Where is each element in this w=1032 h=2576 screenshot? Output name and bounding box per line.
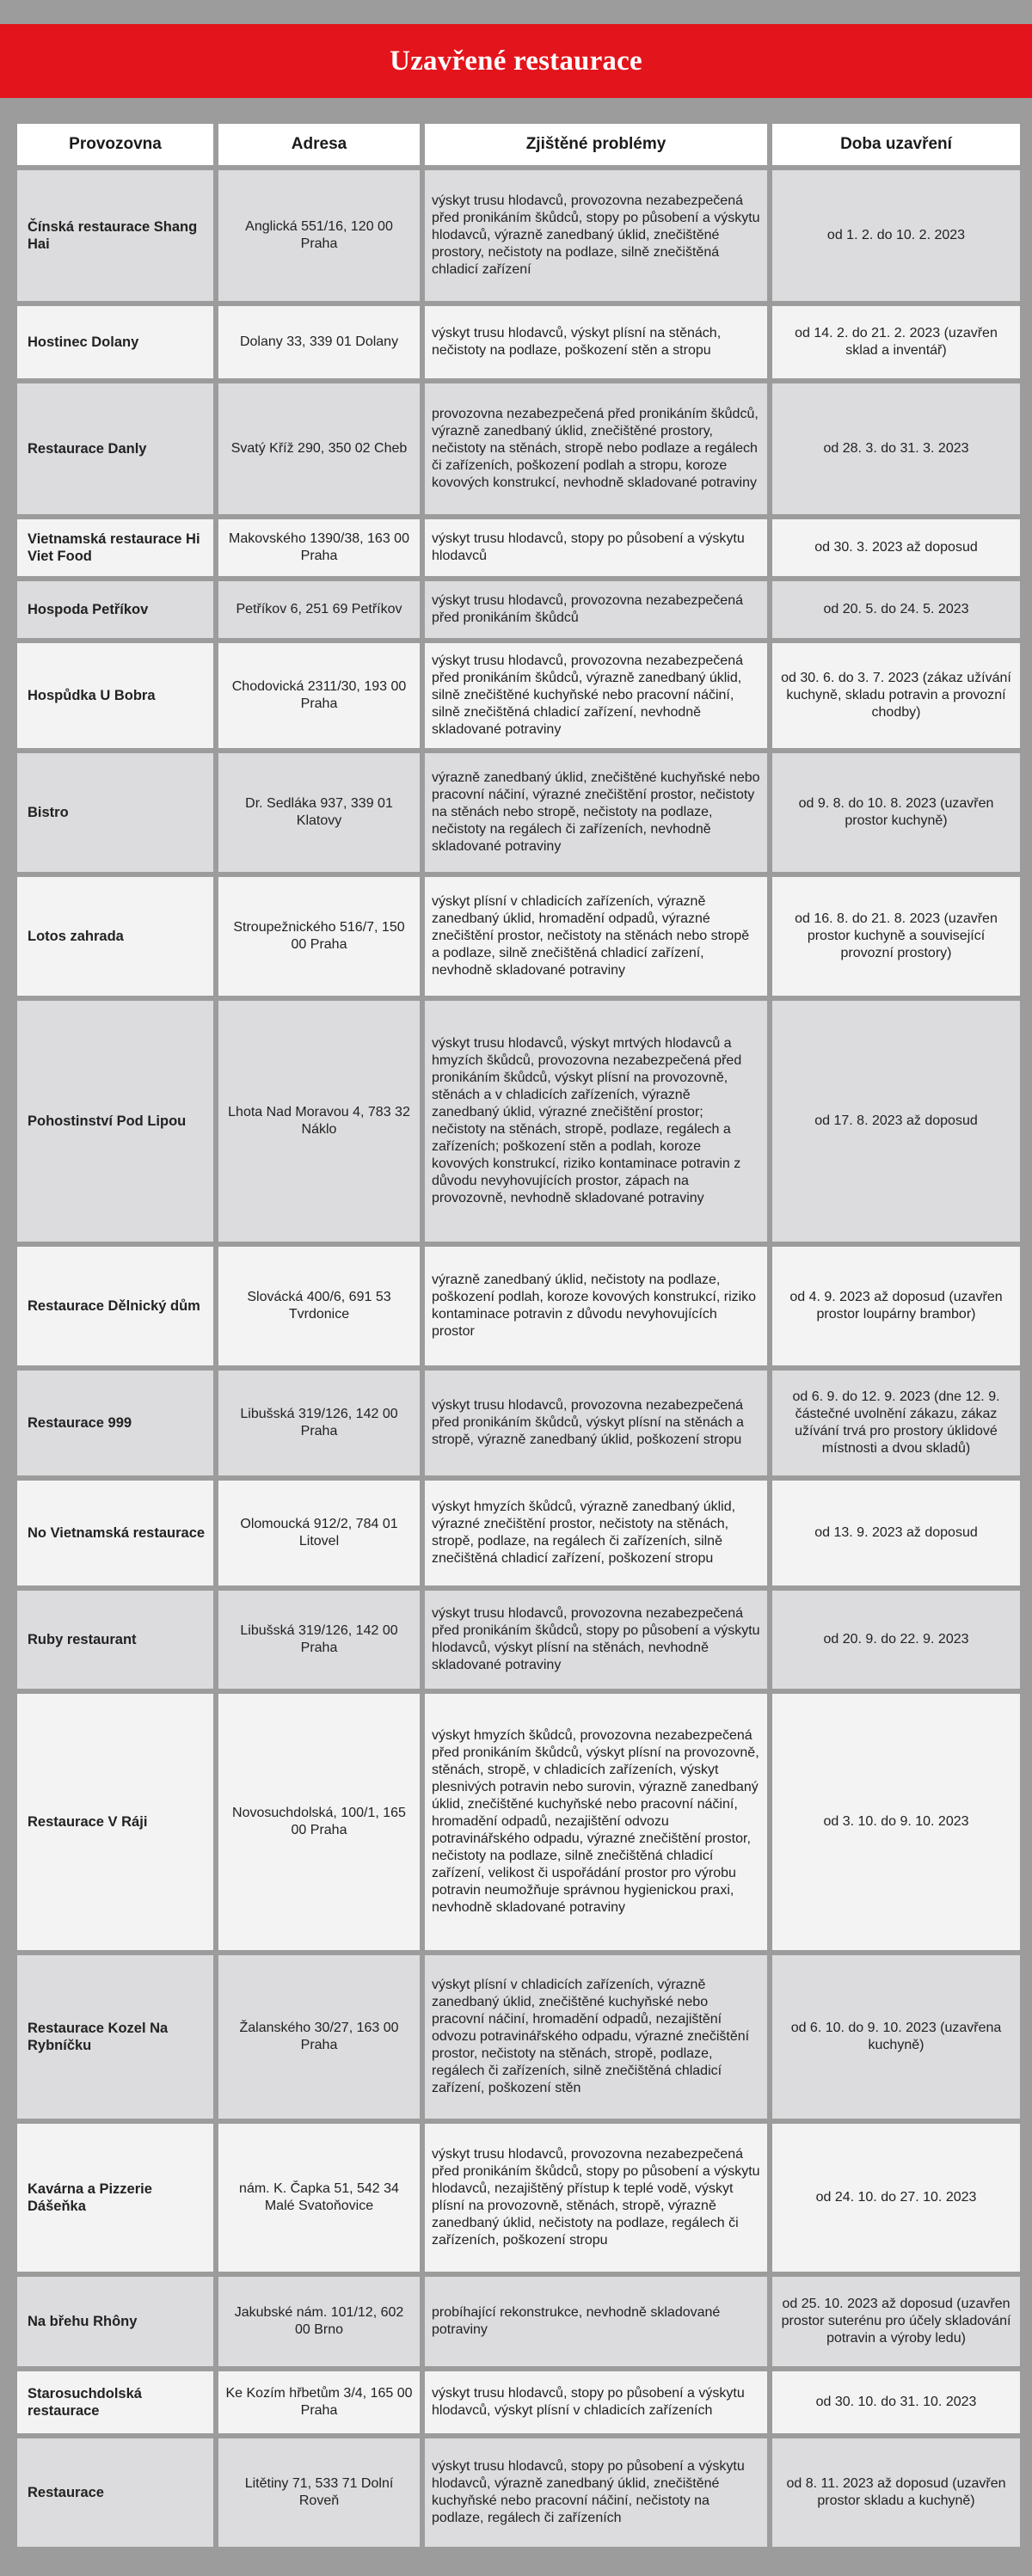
table-row: [17, 1591, 1020, 1689]
table-row: [17, 1955, 1020, 2119]
table-row: [17, 383, 1020, 514]
closure-period-cell: od 20. 9. do 22. 9. 2023: [772, 1591, 1020, 1689]
establishment-name-cell: Starosuchdolská restaurace: [17, 2371, 213, 2433]
closure-period-cell: od 30. 3. 2023 až doposud: [772, 519, 1020, 576]
closure-period-cell: od 1. 2. do 10. 2. 2023: [772, 170, 1020, 301]
establishment-name-cell: Hostinec Dolany: [17, 306, 213, 378]
closure-period-cell: od 9. 8. do 10. 8. 2023 (uzavřen prostor kuchyně): [772, 753, 1020, 872]
table-row: [17, 2277, 1020, 2366]
address-cell: Chodovická 2311/30, 193 00 Praha: [218, 643, 420, 748]
table-row: [17, 1247, 1020, 1365]
closure-period-cell: od 6. 10. do 9. 10. 2023 (uzavřena kuchyně): [772, 1955, 1020, 2119]
address-cell: Novosuchdolská, 100/1, 165 00 Praha: [218, 1694, 420, 1950]
problems-cell: výskyt plísní v chladicích zařízeních, výrazně zanedbaný úklid, hromadění odpadů, výrazné znečištění prostor, nečistoty na stěnách nebo stropě a podlaze, silně znečištěná chladicí zařízení, nevhodně skladované potraviny: [425, 877, 767, 996]
problems-cell: výskyt hmyzích škůdců, provozovna nezabezpečená před pronikáním škůdců, výskyt plísní na provozovně, stěnách, stropě, v chladicích zařízeních, výskyt plesnivých potravin nebo surovin, výrazně zanedbaný úklid, znečištěné kuchyňské nebo pracovní náčiní, hromadění odpadů, nezajištění odvozu potravinářského odpadu, výrazné znečištění prostor, nečistoty na podlaze, silně znečištěná chladicí zařízení, velikost či uspořádání prostor pro výrobu potravin neumožňuje správnou hygienickou praxi, nevhodně skladované potraviny: [425, 1694, 767, 1950]
address-cell: Olomoucká 912/2, 784 01 Litovel: [218, 1481, 420, 1585]
address-cell: Dolany 33, 339 01 Dolany: [218, 306, 420, 378]
problems-cell: výrazně zanedbaný úklid, nečistoty na podlaze, poškození podlah, koroze kovových konstrukcí, riziko kontaminace potravin z důvodu nevyhovujících prostor: [425, 1247, 767, 1365]
problems-cell: výskyt trusu hlodavců, provozovna nezabezpečená před pronikáním škůdců, výrazně zanedbaný úklid, silně znečištěné kuchyňské nebo pracovní náčiní, silně znečištěná chladicí zařízení, nevhodně skladované potraviny: [425, 643, 767, 748]
problems-cell: výskyt trusu hlodavců, stopy po působení a výskytu hlodavců, výskyt plísní v chladicích zařízeních: [425, 2371, 767, 2433]
closure-period-cell: od 3. 10. do 9. 10. 2023: [772, 1694, 1020, 1950]
table-row: [17, 1371, 1020, 1475]
establishment-name-cell: Restaurace Kozel Na Rybníčku: [17, 1955, 213, 2119]
address-cell: Lhota Nad Moravou 4, 783 32 Náklo: [218, 1001, 420, 1242]
table-row: [17, 877, 1020, 996]
establishment-name-cell: Čínská restaurace Shang Hai: [17, 170, 213, 301]
problems-cell: výskyt trusu hlodavců, provozovna nezabezpečená před pronikáním škůdců, stopy po působení a výskytu hlodavců, výrazně zanedbaný úklid, znečištěné prostory, nečistoty na podlaze, silně znečištěná chladicí zařízení: [425, 170, 767, 301]
address-cell: Libušská 319/126, 142 00 Praha: [218, 1371, 420, 1475]
closure-period-cell: od 14. 2. do 21. 2. 2023 (uzavřen sklad a inventář): [772, 306, 1020, 378]
closed-restaurants-table: [12, 119, 1025, 2552]
closure-period-cell: od 30. 6. do 3. 7. 2023 (zákaz užívání kuchyně, skladu potravin a provozní chodby): [772, 643, 1020, 748]
establishment-name-cell: Vietnamská restaurace Hi Viet Food: [17, 519, 213, 576]
problems-cell: probíhající rekonstrukce, nevhodně skladované potraviny: [425, 2277, 767, 2366]
table-row: [17, 1481, 1020, 1585]
problems-cell: výskyt trusu hlodavců, výskyt mrtvých hlodavců a hmyzích škůdců, provozovna nezabezpečená před pronikáním škůdců, výskyt plísní na provozovně, stěnách a v chladicích zařízeních, výrazně zanedbaný úklid, výrazné znečištění prostor; nečistoty na stěnách, stropě, podlaze, regálech a zařízeních; poškození stěn a podlah, koroze kovových konstrukcí, riziko kontaminace potravin z důvodu nevyhovujících prostor, zápach na provozovně, nevhodně skladované potraviny: [425, 1001, 767, 1242]
closure-period-cell: od 4. 9. 2023 až doposud (uzavřen prostor loupárny brambor): [772, 1247, 1020, 1365]
address-cell: Libušská 319/126, 142 00 Praha: [218, 1591, 420, 1689]
closure-period-cell: od 6. 9. do 12. 9. 2023 (dne 12. 9. částečné uvolnění zákazu, zákaz užívání trvá pro prostory úklidové místnosti a dvou skladů): [772, 1371, 1020, 1475]
establishment-name-cell: Hospoda Petříkov: [17, 581, 213, 638]
establishment-name-cell: Restaurace Danly: [17, 383, 213, 514]
table-row: [17, 2124, 1020, 2272]
establishment-name-cell: Pohostinství Pod Lipou: [17, 1001, 213, 1242]
column-header-establishment: Provozovna: [17, 124, 213, 165]
address-cell: Petříkov 6, 251 69 Petříkov: [218, 581, 420, 638]
closure-period-cell: od 25. 10. 2023 až doposud (uzavřen prostor suterénu pro účely skladování potravin a výroby ledu): [772, 2277, 1020, 2366]
column-header-closure-period: Doba uzavření: [772, 124, 1020, 165]
address-cell: Dr. Sedláka 937, 339 01 Klatovy: [218, 753, 420, 872]
address-cell: Stroupežnického 516/7, 150 00 Praha: [218, 877, 420, 996]
closure-period-cell: od 20. 5. do 24. 5. 2023: [772, 581, 1020, 638]
address-cell: Ke Kozím hřbetům 3/4, 165 00 Praha: [218, 2371, 420, 2433]
table-row: [17, 581, 1020, 638]
address-cell: Jakubské nám. 101/12, 602 00 Brno: [218, 2277, 420, 2366]
establishment-name-cell: Restaurace 999: [17, 1371, 213, 1475]
establishment-name-cell: Lotos zahrada: [17, 877, 213, 996]
closure-period-cell: od 8. 11. 2023 až doposud (uzavřen prostor skladu a kuchyně): [772, 2438, 1020, 2547]
closure-period-cell: od 30. 10. do 31. 10. 2023: [772, 2371, 1020, 2433]
table-row: [17, 519, 1020, 576]
address-cell: Slovácká 400/6, 691 53 Tvrdonice: [218, 1247, 420, 1365]
table-row: [17, 643, 1020, 748]
address-cell: nám. K. Čapka 51, 542 34 Malé Svatoňovice: [218, 2124, 420, 2272]
closure-period-cell: od 13. 9. 2023 až doposud: [772, 1481, 1020, 1585]
table-row: [17, 2371, 1020, 2433]
table-row: [17, 170, 1020, 301]
problems-cell: provozovna nezabezpečená před pronikáním škůdců, výrazně zanedbaný úklid, znečištěné prostory, nečistoty na stěnách, stropě nebo podlaze a regálech či zařízeních, poškození podlah a stropu, koroze kovových konstrukcí, nevhodně skladované potraviny: [425, 383, 767, 514]
problems-cell: výskyt hmyzích škůdců, výrazně zanedbaný úklid, výrazné znečištění prostor, nečistoty na stěnách, stropě, podlaze, na regálech či zařízeních, silně znečištěná chladicí zařízení, poškození stropu: [425, 1481, 767, 1585]
establishment-name-cell: Restaurace V Ráji: [17, 1694, 213, 1950]
problems-cell: výskyt trusu hlodavců, provozovna nezabezpečená před pronikáním škůdců, výskyt plísní na stěnách a stropě, výrazně zanedbaný úklid, poškození stropu: [425, 1371, 767, 1475]
problems-cell: výskyt trusu hlodavců, provozovna nezabezpečená před pronikáním škůdců: [425, 581, 767, 638]
problems-cell: výskyt trusu hlodavců, provozovna nezabezpečená před pronikáním škůdců, stopy po působení a výskytu hlodavců, výskyt plísní na stěnách, nevhodně skladované potraviny: [425, 1591, 767, 1689]
address-cell: Žalanského 30/27, 163 00 Praha: [218, 1955, 420, 2119]
establishment-name-cell: Bistro: [17, 753, 213, 872]
column-header-address: Adresa: [218, 124, 420, 165]
problems-cell: výskyt plísní v chladicích zařízeních, výrazně zanedbaný úklid, znečištěné kuchyňské nebo pracovní náčiní, hromadění odpadů, nezajištění odvozu potravinářského odpadu, výrazné znečištění prostor, nečistoty na stěnách, stropě, podlaze, regálech či zařízeních, silně znečištěná chladicí zařízení, poškození stěn: [425, 1955, 767, 2119]
establishment-name-cell: Restaurace Dělnický dům: [17, 1247, 213, 1365]
problems-cell: výrazně zanedbaný úklid, znečištěné kuchyňské nebo pracovní náčiní, výrazné znečištění prostor, nečistoty na stěnách nebo stropě, nečistoty na podlaze, nečistoty na regálech či zařízeních, nevhodně skladované potraviny: [425, 753, 767, 872]
problems-cell: výskyt trusu hlodavců, výskyt plísní na stěnách, nečistoty na podlaze, poškození stěn a stropu: [425, 306, 767, 378]
closure-period-cell: od 17. 8. 2023 až doposud: [772, 1001, 1020, 1242]
title-banner: [0, 24, 1032, 98]
establishment-name-cell: Kavárna a Pizzerie Dášeňka: [17, 2124, 213, 2272]
closure-period-cell: od 28. 3. do 31. 3. 2023: [772, 383, 1020, 514]
table-row: [17, 753, 1020, 872]
establishment-name-cell: Ruby restaurant: [17, 1591, 213, 1689]
table-header-row: [17, 124, 1020, 165]
address-cell: Anglická 551/16, 120 00 Praha: [218, 170, 420, 301]
establishment-name-cell: No Vietnamská restaurace: [17, 1481, 213, 1585]
table-body: [17, 170, 1020, 2547]
closure-period-cell: od 24. 10. do 27. 10. 2023: [772, 2124, 1020, 2272]
problems-cell: výskyt trusu hlodavců, stopy po působení a výskytu hlodavců: [425, 519, 767, 576]
table-row: [17, 2438, 1020, 2547]
address-cell: Svatý Kříž 290, 350 02 Cheb: [218, 383, 420, 514]
problems-cell: výskyt trusu hlodavců, stopy po působení a výskytu hlodavců, výrazně zanedbaný úklid, znečištěné kuchyňské nebo pracovní náčiní, nečistoty na podlaze, regálech či zařízeních: [425, 2438, 767, 2547]
establishment-name-cell: Hospůdka U Bobra: [17, 643, 213, 748]
address-cell: Makovského 1390/38, 163 00 Praha: [218, 519, 420, 576]
table-row: [17, 1001, 1020, 1242]
column-header-problems: Zjištěné problémy: [425, 124, 767, 165]
address-cell: Litětiny 71, 533 71 Dolní Roveň: [218, 2438, 420, 2547]
establishment-name-cell: Na břehu Rhôny: [17, 2277, 213, 2366]
table-row: [17, 1694, 1020, 1950]
establishment-name-cell: Restaurace: [17, 2438, 213, 2547]
table-row: [17, 306, 1020, 378]
page-title: Uzavřené restaurace: [390, 45, 642, 77]
problems-cell: výskyt trusu hlodavců, provozovna nezabezpečená před pronikáním škůdců, stopy po působení a výskytu hlodavců, nezajištěný přístup k teplé vodě, výskyt plísní na provozovně, stěnách, stropě, výrazně zanedbaný úklid, nečistoty na podlaze, regálech či zařízeních, poškození stropu: [425, 2124, 767, 2272]
closure-period-cell: od 16. 8. do 21. 8. 2023 (uzavřen prostor kuchyně a související provozní prostory): [772, 877, 1020, 996]
